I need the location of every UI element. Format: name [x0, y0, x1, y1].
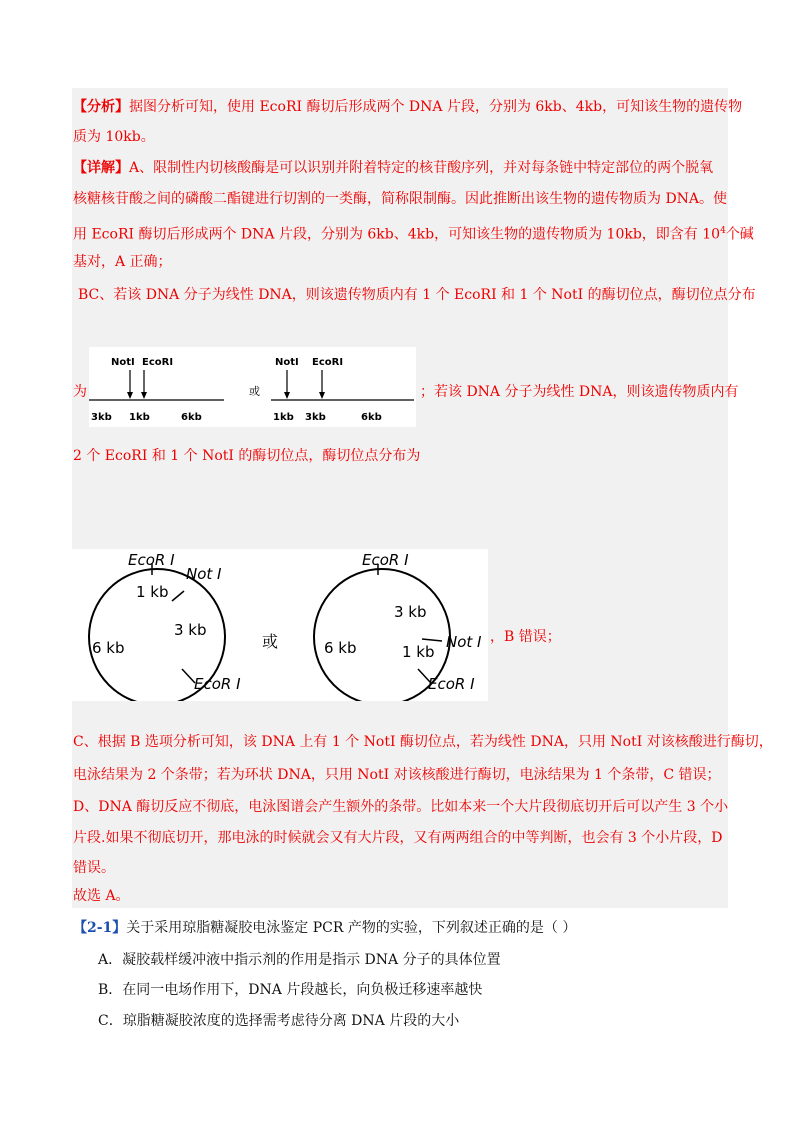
seg-label-right-2: 3kb [305, 412, 326, 423]
detail-line-1: 【详解】A、限制性内切核酸酶是可以识别并附着特定的核苷酸序列，并对每条链中特定部位的两个脱氧 [73, 160, 714, 176]
notI-arrowhead-right [284, 392, 290, 399]
ecoRI-label-left: EcoRI [142, 357, 174, 368]
ecoRI-bottom-label-left: EcoR I [194, 675, 241, 693]
seg2-label-circ-left: 3 kb [174, 621, 207, 639]
detail-line-d1: D、DNA 酶切反应不彻底，电泳图谱会产生额外的条带。比如本来一个大片段彻底切开后可以产生 3 个小 [73, 799, 729, 815]
option-c: C．琼脂糖凝胶浓度的选择需考虑待分离 DNA 片段的大小 [98, 1013, 460, 1029]
option-a: A．凝胶载样缓冲液中指示剂的作用是指示 DNA 分子的具体位置 [98, 952, 501, 968]
b-wrong-text: ，B 错误； [490, 629, 561, 645]
detail-line-6-suffix: ；若该 DNA 分子为线性 DNA，则该遗传物质内有 [420, 384, 739, 400]
circular-dna-diagram [72, 549, 488, 701]
detail-line-d3: 错误。 [73, 860, 115, 876]
question-tag: 【2-1】 [73, 920, 127, 936]
detail-line-5: BC、若该 DNA 分子为线性 DNA，则该遗传物质内有 1 个 EcoRI 和 1 个 NotI 的酶切位点，酶切位点分布 [78, 287, 756, 303]
detail-line-3: 用 EcoRI 酶切后形成两个 DNA 片段，分别为 6kb、4kb，可知该生物的遗传物质为 10kb，即含有 $10^4$个碱 [73, 226, 754, 243]
notI-cut-left [172, 591, 184, 601]
seg1-label-circ-left: 1 kb [136, 583, 169, 601]
linear-dna-figure [89, 347, 416, 427]
ecoRI-arrowhead-left [141, 392, 147, 399]
notI-label-circ-right: Not I [446, 633, 482, 651]
analysis-line-1: 【分析】据图分析可知，使用 EcoRI 酶切后形成两个 DNA 片段，分别为 6kb、4kb，可知该生物的遗传物 [73, 99, 743, 115]
detail-line-4: 基对，A 正确； [73, 254, 172, 270]
analysis-tag: 【分析】 [73, 99, 129, 115]
detail-line-d2: 片段.如果不彻底切开，那电泳的时候就会又有大片段，又有两两组合的中等判断，也会有 3 个小片段，D [73, 830, 723, 846]
seg-label-left-1: 3kb [91, 412, 112, 423]
detail-line-2: 核糖核苷酸之间的磷酸二酯键进行切割的一类酶，简称限制酶。因此推断出该生物的遗传物质为 DNA。使 [73, 191, 728, 207]
seg-label-right-1: 1kb [273, 412, 294, 423]
notI-cut-right [422, 639, 442, 641]
seg3-label-circ-right: 6 kb [324, 639, 357, 657]
question-stem: 【2-1】关于采用琼脂糖凝胶电泳鉴定 PCR 产物的实验，下列叙述正确的是（ ） [73, 920, 577, 936]
conclusion: 故选 A。 [73, 888, 130, 904]
or-label-linear: 或 [249, 385, 260, 398]
seg-label-right-3: 6kb [361, 412, 382, 423]
detail-line-c2: 电泳结果为 2 个条带；若为环状 DNA，只用 NotI 对该核酸进行酶切，电泳结果为 1 个条带，C 错误； [73, 767, 721, 783]
explanation-block [72, 88, 728, 908]
notI-label-circ-left: Not I [186, 565, 222, 583]
ecoRI-top-label-right: EcoR I [362, 551, 409, 569]
or-label-circular: 或 [262, 632, 279, 651]
detail-line-c1: C、根据 B 选项分析可知，该 DNA 上有 1 个 NotI 酶切位点，若为线性 DNA，只用 NotI 对该核酸进行酶切， [73, 734, 773, 750]
detail-line-6-prefix: 为 [73, 384, 87, 400]
detail-tag: 【详解】 [73, 160, 129, 176]
exponent: 4 [720, 226, 726, 236]
ecoRI-arrowhead-right [319, 392, 325, 399]
seg2-label-circ-right: 1 kb [402, 643, 435, 661]
seg1-label-circ-right: 3 kb [394, 603, 427, 621]
ecoRI-bottom-label-right: EcoR I [428, 675, 475, 693]
ecoRI-label-right: EcoRI [312, 357, 344, 368]
option-b: B．在同一电场作用下，DNA 片段越长，向负极迁移速率越快 [98, 982, 483, 998]
seg-label-left-3: 6kb [181, 412, 202, 423]
notI-arrowhead-left [127, 392, 133, 399]
seg-label-left-2: 1kb [129, 412, 150, 423]
notI-label-right: NotI [275, 357, 299, 368]
seg3-label-circ-left: 6 kb [92, 639, 125, 657]
circular-dna-figure [72, 549, 488, 701]
analysis-line-2: 质为 10kb。 [73, 129, 155, 145]
notI-label-left: NotI [111, 357, 135, 368]
detail-line-7: 2 个 EcoRI 和 1 个 NotI 的酶切位点，酶切位点分布为 [73, 448, 421, 464]
linear-dna-diagram [89, 347, 416, 427]
ecoRI-top-label-left: EcoR I [128, 551, 175, 569]
